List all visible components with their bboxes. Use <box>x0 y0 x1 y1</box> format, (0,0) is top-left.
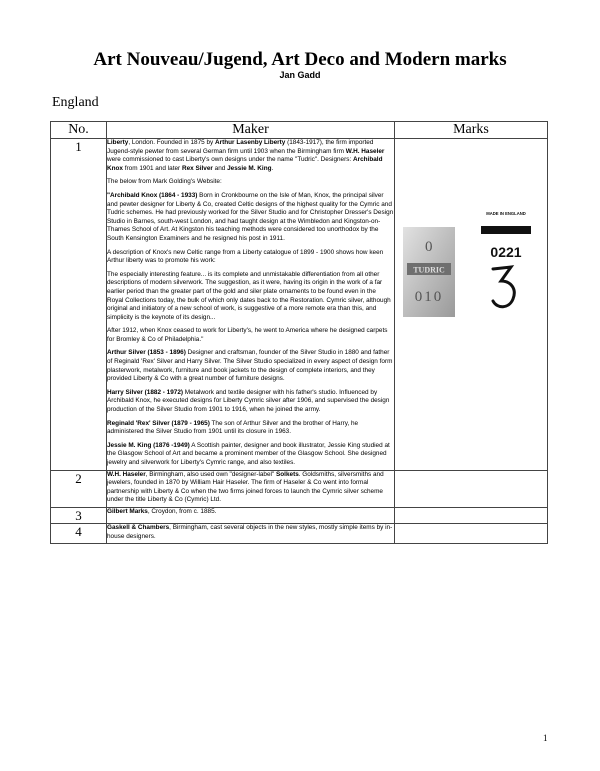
row-number: 4 <box>51 523 107 543</box>
table-row <box>51 470 548 507</box>
body-text: After 1912, when Knox ceased to work for Liberty's, he went to America where he designed carpets for Bromley & Co of Philadelphia." <box>107 327 388 343</box>
table-header-row <box>51 122 548 139</box>
ink-model-number: 0221 <box>490 244 522 260</box>
body-text: . <box>271 164 274 172</box>
bold-name-text: Rex Silver <box>181 164 213 172</box>
bold-name-text: Jessie M. King (1876 -1949) <box>107 441 190 449</box>
maker-description <box>107 139 395 471</box>
stamp-number-bottom: 010 <box>414 289 444 305</box>
body-text: The especially interesting feature... is its complete and unmistakable differentiation from all other descriptions of modern silverwork. The suggestion, as it were, having its origin in the work of a far earlier period than the greater part of the gold and siler plate ornaments to be found even in the Royal Collections today, the bulk of which only dates back to the Restoration. Cymric silver, although original and initiatory of a new school of work, is suggestive of a more remote era than this, and simplicity is the keynote of its design... <box>107 270 391 321</box>
document-author: Jan Gadd <box>279 70 321 80</box>
bold-name-text: Archibald Knox <box>107 156 383 172</box>
bold-name-text: Jessie M. King <box>227 164 272 172</box>
marks-cell <box>395 523 548 543</box>
body-text: Designer and craftsman, founder of the Silver Studio in 1880 and father of Reginald 'Rex' Silver and Harry Silver. The Silver Studio specialized in every aspect of design form plasterwork, metalwork, furniture and book jackets to the design of complete interiors, and they provided Liberty & Co with a great number of furniture designs. <box>107 349 393 383</box>
header-no: No. <box>51 122 107 139</box>
bold-name-text: "Archibald Knox (1864 - 1933) <box>107 191 198 199</box>
maker-paragraph <box>107 442 394 468</box>
maker-paragraph <box>107 139 394 173</box>
bold-name-text: Reginald 'Rex' Silver (1879 - 1965) <box>107 419 210 427</box>
table-row <box>51 139 548 471</box>
document-title: Art Nouveau/Jugend, Art Deco and Modern marks <box>93 49 507 70</box>
body-text: were commissioned to cast Liberty's own designs under the name "Tudric". Designers: <box>107 156 353 164</box>
body-text: , Birmingham, also used own "designer-label" <box>145 470 277 478</box>
table-row <box>51 507 548 523</box>
bold-name-text: Gaskell & Chambers <box>107 523 170 531</box>
body-text: The son of Arthur Silver and the brother of Harry, he administered the Silver Studio from 1901 until its closure in 1963. <box>107 419 359 436</box>
marks-cell <box>395 507 548 523</box>
maker-paragraph <box>107 389 394 415</box>
ink-black-bar <box>481 226 531 234</box>
bold-name-text: W.H. Haseler <box>345 147 385 155</box>
maker-description <box>107 470 395 507</box>
body-text: , Croydon, from c. 1885. <box>147 507 217 515</box>
made-in-england-text: MADE IN ENGLAND <box>486 211 526 216</box>
body-text: , London. Founded in 1875 by <box>128 139 216 146</box>
bold-name-text: Solkets <box>276 470 299 478</box>
maker-paragraph <box>107 327 394 344</box>
bold-name-text: Harry Silver (1882 - 1972) <box>107 388 184 396</box>
maker-paragraph <box>107 178 394 187</box>
maker-paragraph <box>107 349 394 383</box>
bold-name-text: Liberty <box>107 139 129 146</box>
bold-name-text: Gilbert Marks <box>107 507 148 515</box>
body-text: Metalwork and textile designer with his father's studio. Influenced by Archibald Knox, he executed designs for Liberty Cymric silver after 1906, and supervised the design production of the Silver Studio from 1901 to 1916, when he joined the army. <box>107 388 390 414</box>
maker-paragraph <box>107 508 394 517</box>
bold-name-text: Arthur Silver (1853 - 1896) <box>107 349 186 357</box>
row-number: 1 <box>51 139 107 471</box>
page-number: 1 <box>543 733 548 743</box>
made-in-england-ink-mark <box>477 207 535 315</box>
marks-cell <box>395 470 548 507</box>
body-text: from 1901 and later <box>122 164 182 172</box>
tudric-pewter-mark-photo <box>403 227 455 317</box>
section-heading: England <box>52 95 99 110</box>
maker-paragraph <box>107 249 394 266</box>
maker-description <box>107 507 395 523</box>
row-number: 2 <box>51 470 107 507</box>
row-number: 3 <box>51 507 107 523</box>
header-marks: Marks <box>395 122 548 139</box>
bold-name-text: Arthur Lasenby Liberty <box>215 139 286 146</box>
body-text: A Scottish painter, designer and book illustrator, Jessie King studied at the Glasgow School of Art and became a prominent member of the Glasgow School. She designed jewelry and silverwork for Liberty's Cymric range, and also textiles. <box>107 441 390 466</box>
body-text: (1843-1917), the firm imported Jugend-style pewter from several German firm until 1903 when the Birmingham firm <box>107 139 374 155</box>
maker-paragraph <box>107 420 394 437</box>
body-text: The below from Mark Golding's Website: <box>107 178 222 186</box>
maker-description <box>107 523 395 543</box>
maker-paragraph <box>107 271 394 323</box>
body-text: Born in Cronkbourne on the Isle of Man, Knox, the principal silver and pewter designer for Liberty & Co, created Celtic designs of the highest quality for the Cymric and Tudric schemes. He had previously worked for the Silver Studio and for Christopher Dresser's Design Studio in Barnes, south-west London, and had taught design at the Wimbledon and Kingston-on-Thames School of Art. At Kingston his teaching methods were considered too unorthodox by the South Kensington Examiners and he resigned his post in 1911. <box>107 191 394 242</box>
stamp-number-top: 0 <box>425 239 433 255</box>
bold-name-text: W.H. Haseler <box>107 470 146 478</box>
hand-scribbled-mark-icon <box>493 267 514 307</box>
stamp-tudric-text: TUDRIC <box>413 265 445 275</box>
table-row <box>51 523 548 543</box>
body-text: and <box>212 164 228 172</box>
maker-paragraph <box>107 192 394 244</box>
maker-paragraph <box>107 471 394 505</box>
marks-table <box>50 121 548 544</box>
body-text: . Goldsmiths, silversmiths and jewelers, founded in 1870 by William Hair Haseler. The firm of Haseler & Co went into formal partnership with Liberty & Co when the two firms joined forces to launch the Cymric silver scheme under the title Liberty & Co (Cymric) Ltd. <box>107 470 384 504</box>
marks-cell <box>395 139 548 471</box>
body-text: A description of Knox's new Celtic range from a Liberty catalogue of 1899 - 1900 shows how keen Arthur liberty was to promote his work: <box>107 248 384 265</box>
body-text: , Birmingham, cast several objects in the new styles, mostly simple items by in-house designers. <box>107 523 393 540</box>
maker-paragraph <box>107 524 394 541</box>
header-maker: Maker <box>107 122 395 139</box>
